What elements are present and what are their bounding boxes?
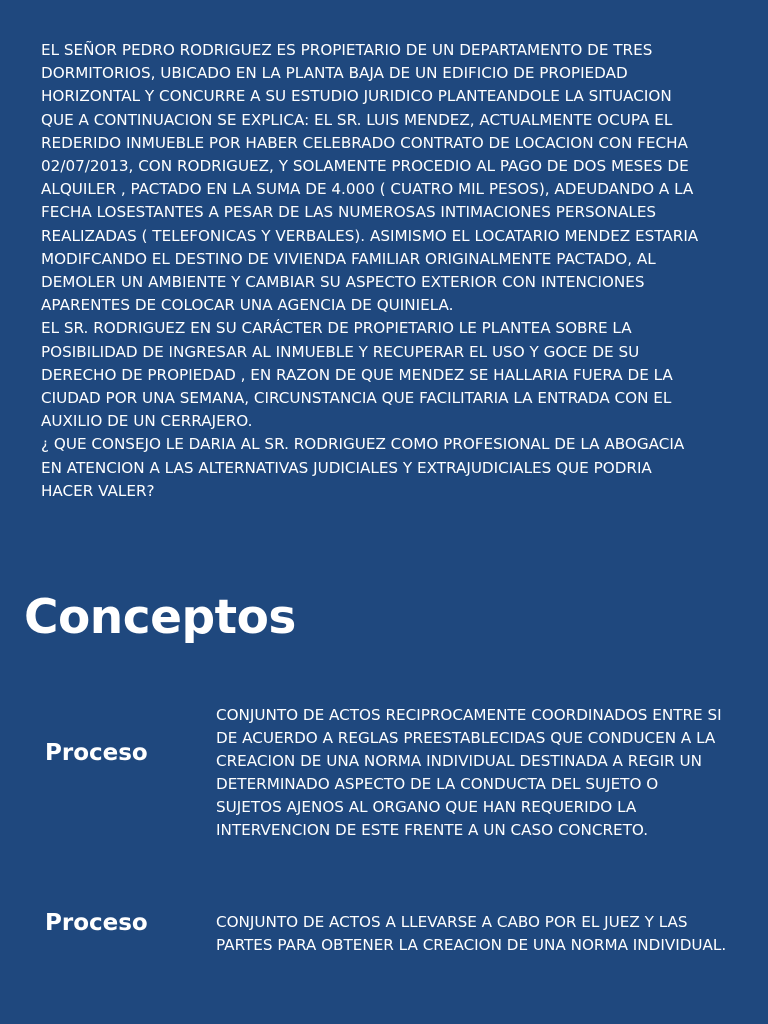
concept-term-2: Proceso	[45, 910, 148, 936]
section-title: Conceptos	[24, 590, 296, 645]
case-paragraph-1: EL SEÑOR PEDRO RODRIGUEZ ES PROPIETARIO DE UN DEPARTAMENTO DE TRES DORMITORIOS, UBICADO EN LA PLANTA BAJA DE UN EDIFICIO DE PROPIEDAD HORIZONTAL Y CONCURRE A SU ESTUDIO JURIDICO PLANTEANDOLE LA SITUACION QUE A CONTINUACION SE EXPLICA: EL SR. LUIS MENDEZ, ACTUALMENTE OCUPA EL REDERIDO INMUEBLE POR HABER CELEBRADO CONTRATO DE LOCACION CON FECHA 02/07/2013, CON RODRIGUEZ, Y SOLAMENTE PROCEDIO AL PAGO DE DOS MESES DE ALQUILER , PACTADO EN LA SUMA DE 4.000 ( CUATRO MIL PESOS), ADEUDANDO A LA FECHA LOSESTANTES A PESAR DE LAS NUMEROSAS INTIMACIONES PERSONALES REALIZADAS ( TELEFONICAS Y VERBALES). ASIMISMO EL LOCATARIO MENDEZ ESTARIA MODIFCANDO EL DESTINO DE VIVIENDA FAMILIAR ORIGINALMENTE PACTADO, AL DEMOLER UN AMBIENTE Y CAMBIAR SU ASPECTO EXTERIOR CON INTENCIONES APARENTES DE COLOCAR UNA AGENCIA DE QUINIELA.	[41, 41, 699, 315]
case-description	[41, 39, 741, 503]
case-question: ¿ QUE CONSEJO LE DARIA AL SR. RODRIGUEZ COMO PROFESIONAL DE LA ABOGACIA EN ATENCION A LAS ALTERNATIVAS JUDICIALES Y EXTRAJUDICIALES QUE PODRIA HACER VALER?	[41, 435, 685, 500]
concept-definition-1: CONJUNTO DE ACTOS RECIPROCAMENTE COORDINADOS ENTRE SI DE ACUERDO A REGLAS PREESTABLECIDAS QUE CONDUCEN A LA CREACION DE UNA NORMA INDIVIDUAL DESTINADA A REGIR UN DETERMINADO ASPECTO DE LA CONDUCTA DEL SUJETO O SUJETOS AJENOS AL ORGANO QUE HAN REQUERIDO LA INTERVENCION DE ESTE FRENTE A UN CASO CONCRETO.	[216, 706, 722, 839]
case-paragraph-2: EL SR. RODRIGUEZ EN SU CARÁCTER DE PROPIETARIO LE PLANTEA SOBRE LA POSIBILIDAD DE INGRESAR AL INMUEBLE Y RECUPERAR EL USO Y GOCE DE SU DERECHO DE PROPIEDAD , EN RAZON DE QUE MENDEZ SE HALLARIA FUERA DE LA CIUDAD POR UNA SEMANA, CIRCUNSTANCIA QUE FACILITARIA LA ENTRADA CON EL AUXILIO DE UN CERRAJERO.	[41, 319, 673, 431]
concept-definition-2: CONJUNTO DE ACTOS A LLEVARSE A CABO POR EL JUEZ Y LAS PARTES PARA OBTENER LA CREACION DE UNA NORMA INDIVIDUAL.	[216, 913, 727, 954]
concept-term-1: Proceso	[45, 740, 148, 766]
